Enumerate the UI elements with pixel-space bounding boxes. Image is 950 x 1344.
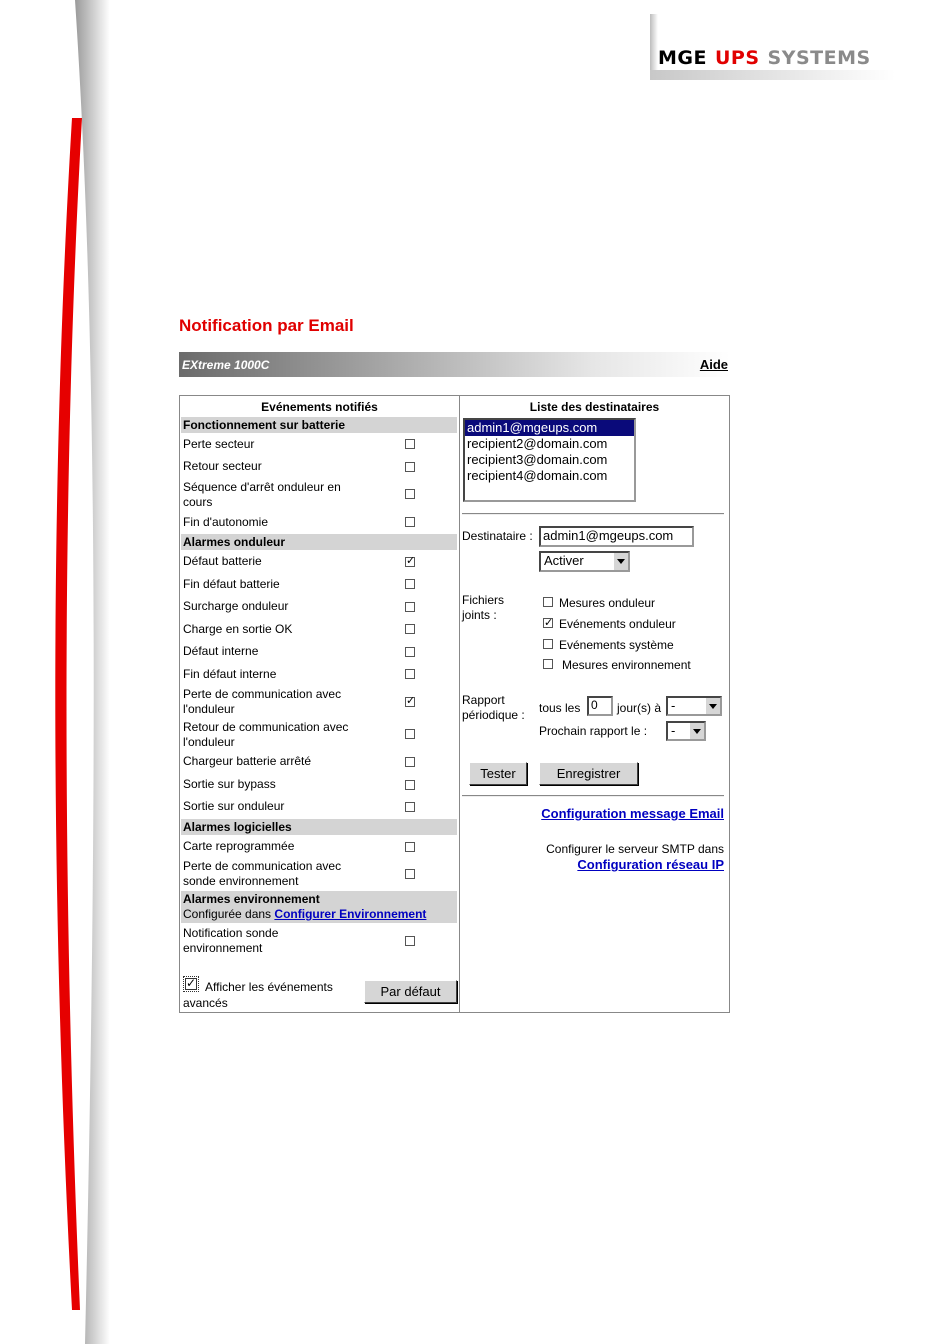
attachments-label-line1: Fichiers: [462, 593, 505, 607]
event-label: Retour de communication avec l'onduleur: [183, 720, 349, 749]
attachment-option: [543, 596, 655, 611]
logo-part-systems: SYSTEMS: [767, 47, 871, 69]
events-header: Evénements notifiés: [261, 400, 378, 414]
event-checkbox[interactable]: [405, 802, 415, 812]
recipient-email-input[interactable]: admin1@mgeups.com: [539, 526, 694, 547]
notification-panel: [179, 395, 730, 1013]
event-label: Retour secteur: [183, 459, 262, 473]
event-label: Défaut batterie: [183, 554, 262, 568]
event-label: Perte de communication avec sonde environnement: [183, 859, 342, 888]
attachments-label-line2: joints :: [462, 608, 497, 622]
decorative-swoosh: [0, 0, 110, 1344]
periodic-report-label: [462, 693, 525, 723]
attachment-checkbox[interactable]: [543, 597, 553, 607]
attachment-option: [543, 658, 691, 673]
event-label: Perte secteur: [183, 437, 255, 451]
chevron-down-icon: [689, 723, 704, 739]
report-time-select-value: -: [671, 698, 676, 713]
next-report-select-value: -: [671, 723, 676, 738]
section-title-text: Alarmes environnement: [183, 892, 320, 906]
section-title: Fonctionnement sur batterie: [181, 417, 457, 433]
event-label: Défaut interne: [183, 644, 259, 658]
chevron-down-icon: [613, 553, 628, 570]
event-checkbox[interactable]: [405, 579, 415, 589]
event-checkbox[interactable]: [405, 517, 415, 527]
environment-note-prefix: Configurée dans: [183, 907, 272, 921]
device-name: EXtreme 1000C: [182, 358, 270, 372]
status-select-value: Activer: [544, 553, 584, 568]
event-label: Fin défaut batterie: [183, 577, 280, 591]
event-checkbox[interactable]: [405, 780, 415, 790]
attachment-option: [543, 638, 674, 653]
email-config-link[interactable]: Configuration message Email: [541, 806, 724, 821]
chevron-down-icon: [705, 698, 720, 714]
attachment-option: [543, 617, 676, 632]
event-checkbox[interactable]: [405, 757, 415, 767]
event-checkbox[interactable]: [405, 489, 415, 499]
default-button[interactable]: Par défaut: [364, 980, 457, 1003]
every-label: tous les: [539, 701, 581, 715]
environment-note: [183, 907, 426, 921]
event-checkbox[interactable]: [405, 936, 415, 946]
divider: [462, 795, 724, 797]
attachment-label: Evénements système: [559, 638, 674, 652]
section-title: Alarmes logicielles: [181, 819, 457, 835]
smtp-note: Configurer le serveur SMTP dans: [546, 842, 724, 856]
recipient-item[interactable]: recipient3@domain.com: [467, 452, 608, 467]
attachment-checkbox[interactable]: [543, 639, 553, 649]
event-label: Sortie sur onduleur: [183, 799, 285, 813]
event-checkbox[interactable]: [405, 842, 415, 852]
event-checkbox[interactable]: [405, 669, 415, 679]
days-at-label: jour(s) à: [617, 701, 662, 715]
event-label: Séquence d'arrêt onduleur en cours: [183, 480, 341, 509]
help-link[interactable]: Aide: [699, 357, 728, 372]
event-checkbox[interactable]: [405, 602, 415, 612]
report-time-select[interactable]: [666, 696, 722, 716]
event-checkbox[interactable]: [405, 697, 415, 707]
divider: [462, 513, 724, 515]
next-report-label: Prochain rapport le :: [539, 724, 648, 738]
brand-logo: [650, 14, 895, 72]
attachment-label: Mesures onduleur: [559, 596, 656, 610]
recipient-item[interactable]: recipient2@domain.com: [467, 436, 608, 451]
event-label: Notification sonde environnement: [183, 926, 279, 955]
event-checkbox[interactable]: [405, 462, 415, 472]
recipient-label: Destinataire :: [462, 529, 533, 543]
event-label: Perte de communication avec l'onduleur: [183, 687, 342, 716]
recipient-item[interactable]: recipient4@domain.com: [467, 468, 608, 483]
ip-config-link[interactable]: Configuration réseau IP: [577, 857, 724, 872]
device-bar: [179, 352, 730, 377]
logo-part-ups: UPS: [714, 47, 760, 69]
recipient-item[interactable]: admin1@mgeups.com: [465, 420, 634, 436]
test-button[interactable]: Tester: [469, 762, 527, 785]
status-select[interactable]: [539, 551, 630, 572]
show-advanced-label: Afficher les événements avancés: [183, 980, 333, 1010]
event-checkbox[interactable]: [405, 624, 415, 634]
next-report-select[interactable]: [666, 721, 706, 741]
page-title: Notification par Email: [179, 316, 354, 335]
periodic-report-label-line1: Rapport: [462, 693, 505, 707]
periodic-report-label-line2: périodique :: [462, 708, 525, 722]
event-label: Charge en sortie OK: [183, 622, 293, 636]
recipients-header: Liste des destinataires: [529, 400, 660, 414]
event-label: Chargeur batterie arrêté: [183, 754, 312, 768]
logo-part-mge: MGE: [658, 47, 707, 69]
event-label: Fin d'autonomie: [183, 515, 269, 529]
save-button[interactable]: Enregistrer: [539, 762, 638, 785]
event-label: Surcharge onduleur: [183, 599, 289, 613]
event-label: Sortie sur bypass: [183, 777, 276, 791]
event-checkbox[interactable]: [405, 647, 415, 657]
attachment-checkbox[interactable]: [543, 659, 553, 669]
attachment-label: Evénements onduleur: [559, 617, 676, 631]
section-title: Alarmes onduleur: [181, 534, 457, 550]
event-label: Carte reprogrammée: [183, 839, 295, 853]
attachments-label: [462, 593, 504, 623]
configure-environment-link[interactable]: Configurer Environnement: [274, 907, 427, 921]
days-input[interactable]: 0: [587, 696, 613, 716]
event-checkbox[interactable]: [405, 729, 415, 739]
event-checkbox[interactable]: [405, 439, 415, 449]
attachment-label: Mesures environnement: [562, 658, 691, 672]
recipients-column: [460, 396, 729, 1012]
event-checkbox[interactable]: [405, 869, 415, 879]
attachment-checkbox[interactable]: [543, 618, 553, 628]
events-column: [180, 396, 460, 1012]
event-checkbox[interactable]: [405, 557, 415, 567]
event-label: Fin défaut interne: [183, 667, 277, 681]
recipients-listbox[interactable]: [463, 418, 636, 502]
